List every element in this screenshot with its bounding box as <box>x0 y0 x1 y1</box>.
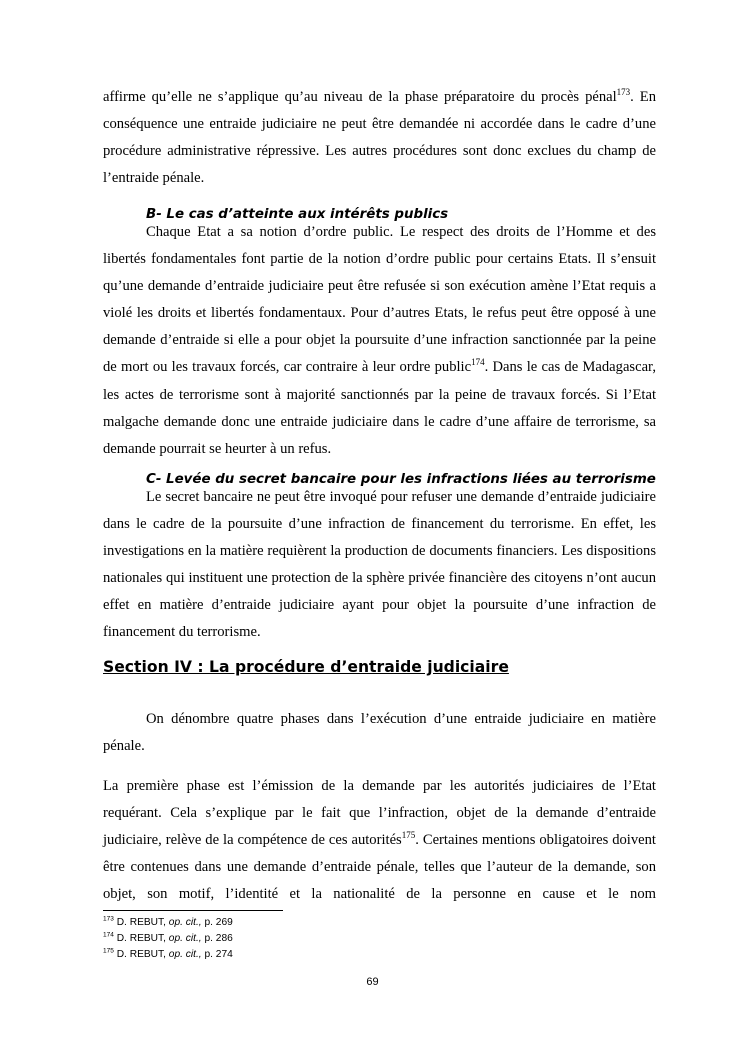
footnote-175-number: 175 <box>103 947 114 955</box>
footnote-174 <box>103 931 403 947</box>
paragraph-4-block <box>103 706 656 760</box>
subsection-b-block <box>103 205 656 463</box>
footnote-175-page: p. 274 <box>204 949 233 960</box>
paragraph-3: Le secret bancaire ne peut être invoqué pour refuser une demande d’entraide judiciaire dans le cadre de la poursuite d’une infraction de financement du terrorisme. En effet, les investigations en la matière requièrent la production de documents financiers. Les dispositions nationales qui instituent une protection de la sphère privée financière des citoyens n’ont aucun effet en matière d’entraide judiciaire ayant pour objet la poursuite d’une infraction de financement du terrorisme. <box>103 489 656 641</box>
paragraph-5-block <box>103 773 656 908</box>
paragraph-4: On dénombre quatre phases dans l’exécution d’une entraide judiciaire en matière pénale. <box>103 711 656 755</box>
footnote-173-page: p. 269 <box>204 917 233 928</box>
paragraph-2 <box>103 219 656 463</box>
footnote-ref-175: 175 <box>401 830 416 841</box>
paragraph-2-text-a: Chaque Etat a sa notion d’ordre public. Le respect des droits de l’Homme et des libertés fondamentales font partie de la notion d’ordre public pour certains Etats. Il s’ensuit qu’une demande d’entraide judiciaire peut être refusée si son exécution amène l’Etat requis a violé les droits et libertés fondamentaux. Pour d’autres Etats, le refus peut être opposé à une demande d’entraide si elle a pour objet la poursuite d’une infraction sanctionnée par la peine de mort ou les travaux forcés, car contraire à leur ordre public <box>103 224 656 376</box>
paragraph-5-text-b: . Certaines mentions obligatoires doivent être contenues dans une demande d’entraide pénale, telles que l’auteur de la demande, son objet, son motif, l’identité et la nationalité de la personne en cause et le nom <box>103 832 656 903</box>
paragraph-5 <box>103 773 656 908</box>
footnote-173-cite: op. cit., <box>168 917 202 928</box>
footnote-173 <box>103 915 403 931</box>
footnotes <box>103 915 403 963</box>
subsection-c-heading: C- Levée du secret bancaire pour les infractions liées au terrorisme <box>146 472 656 487</box>
footnote-174-cite: op. cit., <box>168 933 202 944</box>
paragraph-1-text-a: affirme qu’elle ne s’applique qu’au niveau de la phase préparatoire du procès pénal <box>103 89 617 105</box>
section-title: Section IV : La procédure d’entraide judiciaire <box>103 658 509 676</box>
footnote-ref-174: 174 <box>471 357 485 368</box>
paragraph-5-text-a: La première phase est l’émission de la demande par les autorités judiciaires de l’Etat requérant. Cela s’explique par le fait que l’infraction, objet de la demande d’entraide judiciaire, relève de la compétence de ces autorités <box>103 778 656 849</box>
paragraph-1 <box>103 84 656 192</box>
footnote-175 <box>103 947 403 963</box>
footnote-separator <box>103 910 283 911</box>
subsection-b-heading: B- Le cas d’atteinte aux intérêts publics <box>146 207 449 222</box>
subsection-c-block <box>103 470 656 647</box>
footnote-174-number: 174 <box>103 931 114 939</box>
paragraph-1-block <box>103 84 656 192</box>
paragraph-1-text-b: . En conséquence une entraide judiciaire ne peut être demandée ni accordée dans le cadre d’une procédure administrative répressive. Les autres procédures sont donc exclues du champ de l’entraide pénale. <box>103 89 656 187</box>
page-number: 69 <box>366 976 379 988</box>
footnote-174-author: D. REBUT, <box>116 933 166 944</box>
footnote-174-page: p. 286 <box>204 933 233 944</box>
footnote-173-number: 173 <box>103 915 114 923</box>
footnote-175-cite: op. cit., <box>168 949 202 960</box>
footnote-173-author: D. REBUT, <box>116 917 166 928</box>
footnote-175-author: D. REBUT, <box>116 949 166 960</box>
footnote-ref-173: 173 <box>616 87 631 98</box>
paragraph-2-text-b: . Dans le cas de Madagascar, les actes de terrorisme sont à majorité sanctionnés par la peine de travaux forcés. Si l’Etat malgache demande donc une entraide judiciaire dans le cadre d’une affaire de terrorisme, sa demande pourrait se heurter à un refus. <box>103 359 656 457</box>
